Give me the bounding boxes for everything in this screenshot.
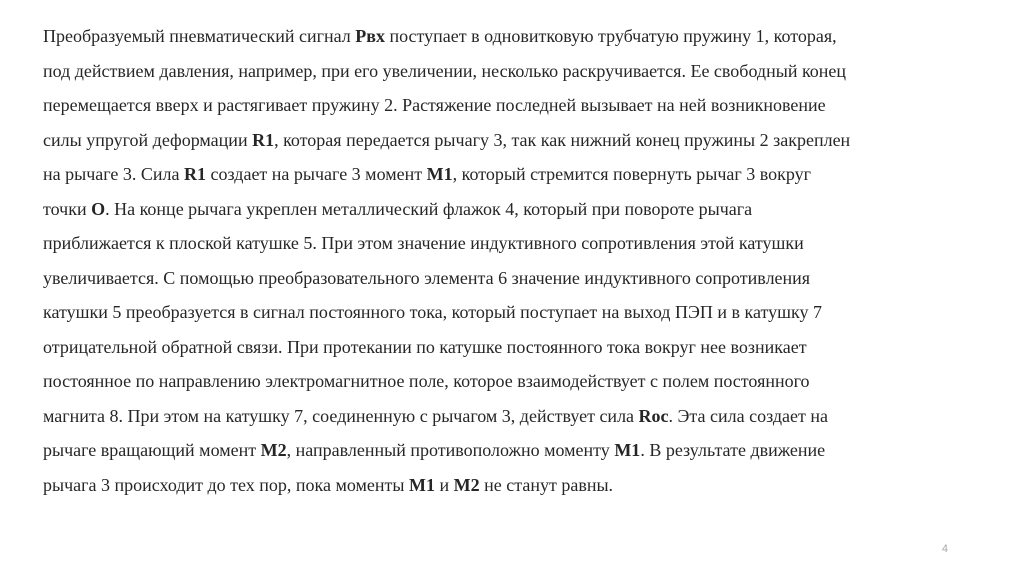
- text-run: поступает в одновитковую трубчатую пружину 1, которая,: [384, 26, 837, 46]
- text-run: Преобразуемый пневматический сигнал: [43, 26, 356, 46]
- text-run: катушки 5 преобразуется в сигнал постоянного тока, который поступает на выход ПЭП и в катушку 7: [43, 302, 822, 322]
- text-run: . На конце рычага укреплен металлический флажок 4, который при повороте рычага: [105, 198, 753, 219]
- text-run: , направленный противоположно моменту: [286, 440, 615, 460]
- text-run: постоянное по направлению электромагнитное поле, которое взаимодействует с полем постоянного: [43, 371, 810, 391]
- bold-term: О: [91, 198, 106, 219]
- text-line: [43, 192, 993, 227]
- bold-term: М2: [453, 474, 480, 495]
- text-line: [43, 330, 993, 365]
- text-line: [43, 226, 993, 261]
- text-run: перемещается вверх и растягивает пружину 2. Растяжение последней вызывает на ней возникновение: [43, 95, 826, 115]
- text-run: рычага 3 происходит до тех пор, пока моменты: [43, 474, 410, 495]
- text-line: [43, 364, 993, 399]
- page-number: 4: [941, 543, 948, 555]
- text-line: [43, 433, 993, 468]
- text-line: [43, 468, 993, 503]
- text-line: [43, 19, 993, 54]
- text-run: не станут равны.: [479, 474, 614, 495]
- text-run: точки: [43, 198, 92, 219]
- text-line: [43, 261, 993, 296]
- text-run: . В результате движение: [640, 440, 826, 460]
- text-run: под действием давления, например, при его увеличении, несколько раскручивается. Ее свободный конец: [43, 60, 847, 81]
- text-line: [43, 123, 993, 158]
- bold-term: R1: [252, 129, 275, 150]
- bold-term: М1: [614, 440, 641, 460]
- text-run: , которая передается рычагу 3, так как нижний конец пружины 2 закреплен: [274, 129, 851, 150]
- text-run: увеличивается. С помощью преобразовательного элемента 6 значение индуктивного сопротивления: [43, 267, 811, 288]
- bold-term: М1: [426, 164, 453, 184]
- text-run: на рычаге 3. Сила: [43, 164, 185, 184]
- text-run: . Эта сила создает на: [668, 405, 828, 426]
- bold-term: Rос: [638, 405, 669, 426]
- text-run: , который стремится повернуть рычаг 3 вокруг: [452, 164, 812, 184]
- bold-term: R1: [184, 164, 207, 184]
- text-run: отрицательной обратной связи. При протекании по катушке постоянного тока вокруг нее возникает: [43, 336, 807, 357]
- body-text: [43, 19, 993, 502]
- text-line: [43, 157, 993, 192]
- text-line: [43, 54, 993, 89]
- text-line: [43, 295, 993, 330]
- text-run: приближается к плоской катушке 5. При этом значение индуктивного сопротивления этой катушки: [43, 233, 804, 253]
- bold-term: М2: [260, 440, 287, 460]
- text-run: силы упругой деформации: [43, 129, 253, 150]
- text-run: создает на рычаге 3 момент: [206, 164, 427, 184]
- text-line: [43, 88, 993, 123]
- text-run: и: [435, 474, 454, 495]
- text-run: магнита 8. При этом на катушку 7, соединенную с рычагом 3, действует сила: [43, 405, 639, 426]
- bold-term: Рвх: [355, 26, 385, 46]
- text-run: рычаге вращающий момент: [43, 440, 261, 460]
- text-line: [43, 399, 993, 434]
- bold-term: М1: [409, 474, 436, 495]
